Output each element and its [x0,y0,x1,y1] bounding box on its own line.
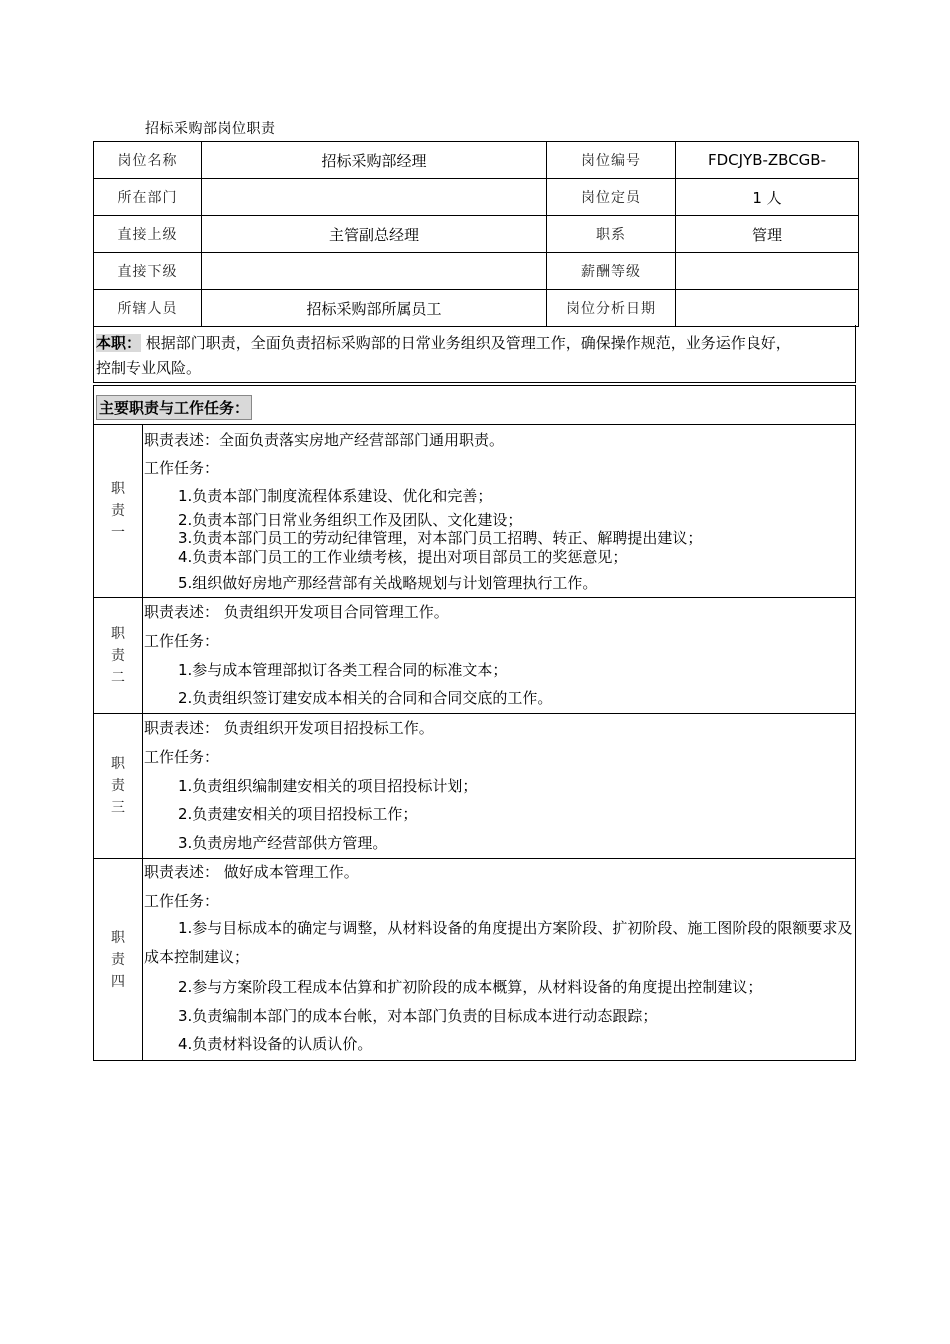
work-tasks-label: 工作任务： [144,892,220,910]
staff-value: 招标采购部所属员工 [202,290,547,327]
tasks-heading-row [93,385,856,425]
duty-description: 职责表述： 负责组织开发项目招投标工作。 [144,719,434,737]
section-label: 职责四 [94,859,143,1060]
task-item: 4.负责本部门员工的工作业绩考核，提出对项目部员工的奖惩意见； [178,548,628,566]
task-item: 4.负责材料设备的认质认价。 [178,1035,373,1053]
duty-description: 职责表述： 做好成本管理工作。 [144,863,359,881]
superior-label: 直接上级 [94,216,202,253]
section-label: 职责三 [94,714,143,858]
subordinate-label: 直接下级 [94,253,202,290]
duty-text-line-2: 控制专业风险。 [96,359,202,377]
job-family-label: 职系 [547,216,676,253]
dept-label: 所在部门 [94,179,202,216]
headcount-label: 岗位定员 [547,179,676,216]
task-item: 1.参与成本管理部拟订各类工程合同的标准文本； [178,661,508,679]
table-row [94,253,859,290]
post-name-value: 招标采购部经理 [202,142,547,179]
duty-description: 职责表述： 负责组织开发项目合同管理工作。 [144,603,449,621]
task-item: 1.参与目标成本的确定与调整，从材料设备的角度提出方案阶段、扩初阶段、施工图阶段的限额要求及成本控制建议； [144,919,853,966]
table-row [94,216,859,253]
table-row [94,142,859,179]
superior-value: 主管副总经理 [202,216,547,253]
subordinate-value [202,253,547,290]
task-item: 2.负责组织签订建安成本相关的合同和合同交底的工作。 [178,689,553,707]
responsibility-section-2 [93,598,856,714]
document-title: 招标采购部岗位职责 [145,121,276,137]
work-tasks-label: 工作任务： [144,748,220,766]
table-row [94,179,859,216]
duty-description: 职责表述：全面负责落实房地产经营部部门通用职责。 [144,431,505,449]
salary-value [676,253,859,290]
job-family-value: 管理 [676,216,859,253]
salary-label: 薪酬等级 [547,253,676,290]
dept-value [202,179,547,216]
post-info-table [93,141,859,327]
task-item: 1.负责本部门制度流程体系建设、优化和完善； [178,487,493,505]
post-no-value: FDCJYB-ZBCGB- [676,142,859,179]
duty-summary [93,325,856,383]
work-tasks-label: 工作任务： [144,459,220,477]
task-item: 2.参与方案阶段工程成本估算和扩初阶段的成本概算，从材料设备的角度提出控制建议； [178,978,763,996]
analysis-date-value [676,290,859,327]
task-item: 2.负责本部门日常业务组织工作及团队、文化建设； [178,511,523,529]
task-item: 3.负责编制本部门的成本台帐，对本部门负责的目标成本进行动态跟踪； [178,1007,658,1025]
staff-label: 所辖人员 [94,290,202,327]
section-label: 职责一 [94,425,143,597]
headcount-value: 1 人 [676,179,859,216]
section-label: 职责二 [94,598,143,713]
duty-text-line-1: 根据部门职责，全面负责招标采购部的日常业务组织及管理工作，确保操作规范，业务运作良好， [145,334,791,352]
task-item: 2.负责建安相关的项目招投标工作； [178,805,418,823]
post-name-label: 岗位名称 [94,142,202,179]
task-item: 3.负责房地产经营部供方管理。 [178,834,388,852]
responsibility-section-4 [93,859,856,1061]
table-row [94,290,859,327]
work-tasks-label: 工作任务： [144,632,220,650]
task-item: 3.负责本部门员工的劳动纪律管理，对本部门员工招聘、转正、解聘提出建议； [178,529,703,547]
analysis-date-label: 岗位分析日期 [547,290,676,327]
tasks-heading: 主要职责与工作任务： [96,395,252,420]
responsibility-section-3 [93,714,856,859]
post-no-label: 岗位编号 [547,142,676,179]
duty-label: 本职： [96,334,142,352]
responsibility-section-1 [93,425,856,598]
task-item: 1.负责组织编制建安相关的项目招投标计划； [178,777,478,795]
task-item: 5.组织做好房地产那经营部有关战略规划与计划管理执行工作。 [178,574,598,592]
